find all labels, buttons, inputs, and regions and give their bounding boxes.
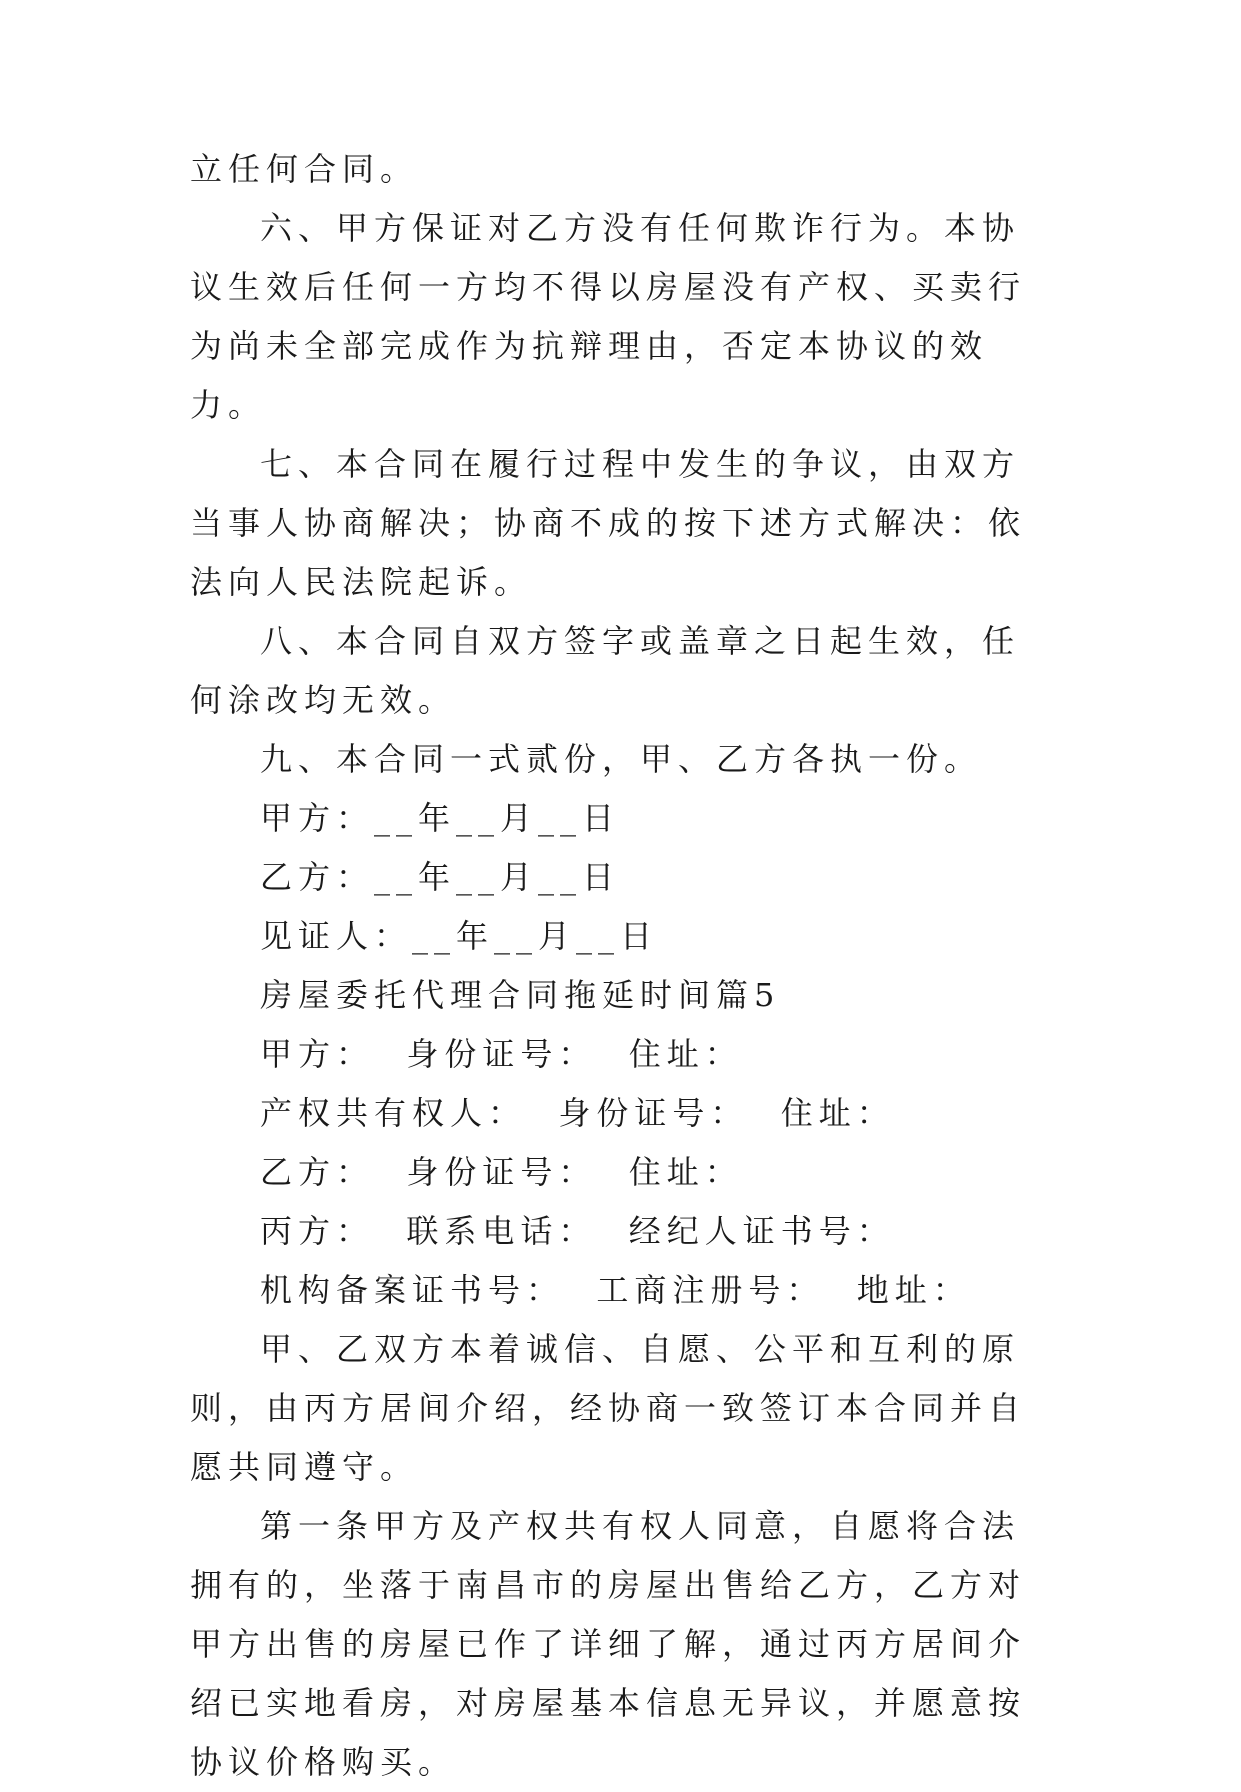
section-title: 房屋委托代理合同拖延时间篇5 xyxy=(260,976,781,1014)
co-owner-fields: 产权共有权人： 身份证号： 住址： xyxy=(260,1094,895,1132)
party-a-fields: 甲方： 身份证号： 住址： xyxy=(260,1035,743,1073)
signature-witness: 见证人：__年__月__日 xyxy=(260,917,659,955)
agency-fields: 机构备案证书号： 工商注册号： 地址： xyxy=(260,1271,971,1309)
clause-7: 七、本合同在履行过程中发生的争议，由双方当事人协商解决；协商不成的按下述方式解决：依法向人民法院起诉。 xyxy=(190,445,1027,601)
party-c-fields: 丙方： 联系电话： 经纪人证书号： xyxy=(260,1212,895,1250)
article-1: 第一条甲方及产权共有权人同意，自愿将合法拥有的，坐落于南昌市的房屋出售给乙方，乙方对甲方出售的房屋已作了详细了解，通过丙方居间介绍已实地看房，对房屋基本信息无异议，并愿意按协议价格购买。 xyxy=(190,1507,1027,1781)
clause-8: 八、本合同自双方签字或盖章之日起生效，任何涂改均无效。 xyxy=(190,622,1021,719)
signature-party-b: 乙方：__年__月__日 xyxy=(260,858,621,896)
clause-6: 六、甲方保证对乙方没有任何欺诈行为。本协议生效后任何一方均不得以房屋没有产权、买卖行为尚未全部完成作为抗辩理由，否定本协议的效力。 xyxy=(190,209,1027,424)
clause-9: 九、本合同一式贰份，甲、乙方各执一份。 xyxy=(260,740,983,778)
paragraph-continuation: 立任何合同。 xyxy=(190,150,419,188)
party-b-fields: 乙方： 身份证号： 住址： xyxy=(260,1153,743,1191)
signature-party-a: 甲方：__年__月__日 xyxy=(260,799,621,837)
preamble-paragraph: 甲、乙双方本着诚信、自愿、公平和互利的原则，由丙方居间介绍，经协商一致签订本合同并自愿共同遵守。 xyxy=(190,1330,1027,1486)
